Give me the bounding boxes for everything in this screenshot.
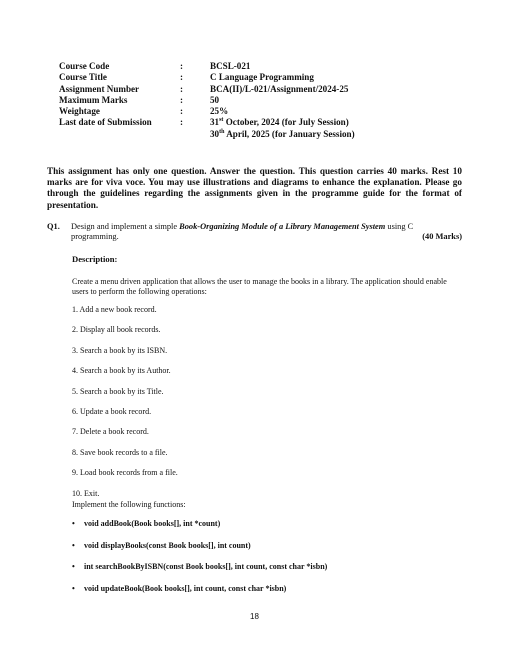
assignment-number-row <box>59 84 460 95</box>
course-title-label: Course Title <box>59 72 107 83</box>
july-day: 31 <box>210 117 220 128</box>
list-item <box>72 519 327 541</box>
bullet-icon: • <box>72 562 75 571</box>
separator: : <box>180 83 184 94</box>
weightage-row <box>59 106 460 117</box>
assignment-number-label: Assignment Number <box>59 83 140 94</box>
list-item: 7. Delete a book record. <box>72 427 149 437</box>
july-day-suffix: st <box>219 117 224 124</box>
submission-date-label: Last date of Submission <box>59 117 152 128</box>
implement-heading: Implement the following functions: <box>72 500 186 509</box>
maximum-marks-value: 50 <box>210 94 220 105</box>
list-item: 1. Add a new book record. <box>72 305 157 314</box>
question-title: Book-Organizing Module of a Library Management System <box>179 222 386 231</box>
january-day-suffix: th <box>219 128 225 135</box>
function-signature: int searchBookByISBN(const Book books[], int count, const char *isbn) <box>84 562 328 571</box>
bullet-icon: • <box>72 519 75 528</box>
list-item: 8. Save book records to a file. <box>72 447 168 457</box>
assignment-instructions: This assignment has only one question. Answer the question. This question carries 40 marks. Rest 10 marks are for viva voce. You may use illustrations and diagrams to enhance the explanation. Please go through the guidelines regarding the assignments given in the programme guide for the format of presentation. <box>47 166 462 210</box>
list-item: 2. Display all book records. <box>72 325 161 335</box>
assignment-number-value: BCA(II)/L-021/Assignment/2024-25 <box>210 83 349 94</box>
question-marks: (40 Marks) <box>422 232 462 241</box>
separator: : <box>180 117 184 128</box>
description-text: Create a menu driven application that allows the user to manage the books in a library. The application should enable users to perform the following operations: <box>72 277 447 296</box>
list-item: 4. Search a book by its Author. <box>72 366 171 376</box>
list-item: 10. Exit. <box>72 488 100 498</box>
list-item <box>72 562 327 584</box>
january-deadline <box>210 129 355 139</box>
description-heading: Description: <box>72 254 118 264</box>
separator: : <box>180 106 184 117</box>
list-item <box>72 541 327 563</box>
july-deadline-text: October, 2024 (for July Session) <box>223 117 349 128</box>
list-item: 9. Load book records from a file. <box>72 468 178 478</box>
question-text-before: Design and implement a simple <box>71 222 180 231</box>
course-code-value: BCSL-021 <box>210 61 251 71</box>
course-code-row <box>59 61 460 72</box>
question-text-after: using C programming. <box>71 222 414 242</box>
submission-date-row <box>59 117 460 140</box>
course-title-row <box>59 72 460 83</box>
menu-operations-list <box>72 305 178 509</box>
question-body <box>71 222 462 242</box>
january-day: 30 <box>210 128 220 139</box>
separator: : <box>180 94 184 105</box>
list-item: 3. Search a book by its ISBN. <box>72 345 168 355</box>
july-deadline <box>210 117 349 127</box>
submission-date-value <box>210 117 460 140</box>
question-text <box>71 222 462 242</box>
question-number: Q1. <box>47 222 60 231</box>
separator: : <box>180 72 184 83</box>
function-signature: void updateBook(Book books[], int count, const char *isbn) <box>84 583 287 593</box>
bullet-icon: • <box>72 540 75 550</box>
weightage-label: Weightage <box>59 106 100 117</box>
maximum-marks-label: Maximum Marks <box>59 94 128 105</box>
weightage-value: 25% <box>210 106 229 117</box>
course-info-table <box>59 61 460 140</box>
list-item: 6. Update a book record. <box>72 406 152 416</box>
maximum-marks-row <box>59 95 460 106</box>
list-item: 5. Search a book by its Title. <box>72 386 164 396</box>
list-item <box>72 584 327 606</box>
page-number: 18 <box>250 612 259 621</box>
january-deadline-text: April, 2025 (for January Session) <box>224 128 355 139</box>
function-signature: void displayBooks(const Book books[], int count) <box>84 540 251 550</box>
course-title-value: C Language Programming <box>210 72 314 83</box>
separator: : <box>180 61 184 71</box>
function-signature: void addBook(Book books[], int *count) <box>84 519 221 528</box>
bullet-icon: • <box>72 583 75 593</box>
function-list <box>72 519 327 605</box>
course-code-label: Course Code <box>59 61 110 71</box>
